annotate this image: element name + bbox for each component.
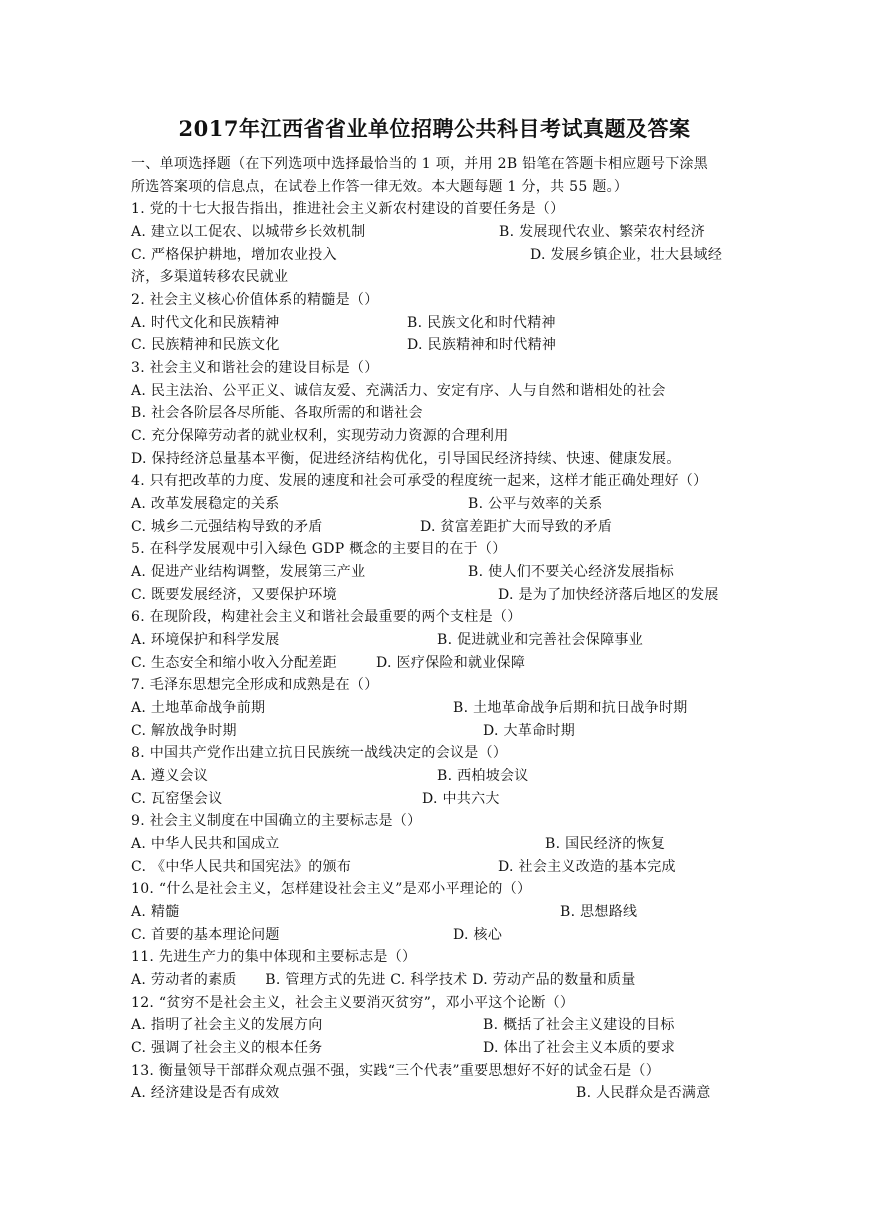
option-a: A. 经济建设是否有成效 bbox=[131, 1085, 280, 1101]
option-a: A. 土地革命战争前期 bbox=[131, 700, 266, 716]
option-b: B. 概括了社会主义建设的目标 bbox=[483, 1017, 675, 1033]
option-c: C. 充分保障劳动者的就业权利，实现劳动力资源的合理利用 bbox=[131, 428, 509, 444]
option-a: A. 遵义会议 bbox=[131, 768, 209, 784]
option-d: D. 核心 bbox=[453, 927, 503, 943]
question-stem: 6. 在现阶段，构建社会主义和谐社会最重要的两个支柱是（） bbox=[131, 609, 522, 625]
option-c: C. 城乡二元强结构导致的矛盾 bbox=[131, 519, 323, 535]
option-c: C. 民族精神和民族文化 bbox=[131, 337, 280, 353]
option-a: A. 时代文化和民族精神 bbox=[131, 315, 280, 331]
option-c: C. 严格保护耕地，增加农业投入 bbox=[131, 247, 337, 263]
question-stem: 3. 社会主义和谐社会的建设目标是（） bbox=[131, 360, 379, 376]
option-c: C. 解放战争时期 bbox=[131, 723, 237, 739]
option-a: A. 改革发展稳定的关系 bbox=[131, 496, 280, 512]
option-b: B. 土地革命战争后期和抗日战争时期 bbox=[453, 700, 688, 716]
option-b: B. 发展现代农业、繁荣农村经济 bbox=[499, 224, 705, 240]
option-d: D. 中共六大 bbox=[422, 791, 500, 807]
option-b: B. 人民群众是否满意 bbox=[576, 1085, 711, 1101]
option-c: C. 强调了社会主义的根本任务 bbox=[131, 1040, 323, 1056]
option-b: B. 使人们不要关心经济发展指标 bbox=[468, 564, 674, 580]
question-stem: 7. 毛泽东思想完全形成和成熟是在（） bbox=[131, 677, 379, 693]
option-d: D. 医疗保险和就业保障 bbox=[376, 655, 526, 671]
intro-line-1: 一、单项选择题（在下列选项中选择最恰当的 1 项，并用 2B 铅笔在答题卡相应题号下涂黑 bbox=[131, 156, 709, 172]
option-d-continued: 济，多渠道转移农民就业 bbox=[131, 269, 289, 285]
options-line: A. 劳动者的素质 B. 管理方式的先进 C. 科学技术 D. 劳动产品的数量和质量 bbox=[131, 972, 636, 988]
option-c: C. 生态安全和缩小收入分配差距 bbox=[131, 655, 337, 671]
option-d: D. 是为了加快经济落后地区的发展 bbox=[498, 587, 719, 603]
option-b: B. 国民经济的恢复 bbox=[545, 836, 666, 852]
option-d: D. 大革命时期 bbox=[483, 723, 576, 739]
option-a: A. 建立以工促农、以城带乡长效机制 bbox=[131, 224, 366, 240]
option-a: A. 指明了社会主义的发展方向 bbox=[131, 1017, 323, 1033]
option-a: A. 精髓 bbox=[131, 904, 180, 920]
option-a: A. 环境保护和科学发展 bbox=[131, 632, 280, 648]
option-b: B. 西柏坡会议 bbox=[437, 768, 529, 784]
option-b: B. 民族文化和时代精神 bbox=[407, 315, 556, 331]
option-d: D. 民族精神和时代精神 bbox=[407, 337, 557, 353]
option-b: B. 社会各阶层各尽所能、各取所需的和谐社会 bbox=[131, 405, 423, 421]
option-b: B. 公平与效率的关系 bbox=[468, 496, 603, 512]
option-d: D. 社会主义改造的基本完成 bbox=[498, 859, 676, 875]
option-d: D. 保持经济总量基本平衡，促进经济结构优化，引导国民经济持续、快速、健康发展。 bbox=[131, 451, 681, 467]
option-a: A. 民主法治、公平正义、诚信友爱、充满活力、安定有序、人与自然和谐相处的社会 bbox=[131, 383, 666, 399]
option-d: D. 发展乡镇企业，壮大县域经 bbox=[530, 247, 723, 263]
option-d: D. 贫富差距扩大而导致的矛盾 bbox=[420, 519, 613, 535]
question-stem: 1. 党的十七大报告指出，推进社会主义新农村建设的首要任务是（） bbox=[131, 201, 565, 217]
question-stem: 13. 衡量领导干部群众观点强不强，实践“三个代表”重要思想好不好的试金石是（） bbox=[131, 1063, 661, 1079]
question-stem: 12. “贫穷不是社会主义，社会主义要消灭贫穷”，邓小平这个论断（） bbox=[131, 995, 575, 1011]
question-stem: 2. 社会主义核心价值体系的精髓是（） bbox=[131, 292, 379, 308]
question-stem: 10. “什么是社会主义，怎样建设社会主义”是邓小平理论的（） bbox=[131, 881, 532, 897]
option-c: C. 《中华人民共和国宪法》的颁布 bbox=[131, 859, 352, 875]
option-b: B. 思想路线 bbox=[560, 904, 638, 920]
option-d: D. 体出了社会主义本质的要求 bbox=[483, 1040, 676, 1056]
question-stem: 5. 在科学发展观中引入绿色 GDP 概念的主要目的在于（） bbox=[131, 541, 507, 557]
option-c: C. 既要发展经济，又要保护环境 bbox=[131, 587, 337, 603]
question-stem: 9. 社会主义制度在中国确立的主要标志是（） bbox=[131, 813, 422, 829]
option-c: C. 首要的基本理论问题 bbox=[131, 927, 280, 943]
question-stem: 11. 先进生产力的集中体现和主要标志是（） bbox=[131, 949, 417, 965]
option-a: A. 促进产业结构调整，发展第三产业 bbox=[131, 564, 366, 580]
question-stem: 8. 中国共产党作出建立抗日民族统一战线决定的会议是（） bbox=[131, 745, 508, 761]
question-stem: 4. 只有把改革的力度、发展的速度和社会可承受的程度统一起来，这样才能正确处理好（） bbox=[131, 473, 708, 489]
page-title: 2017年江西省省业单位招聘公共科目考试真题及答案 bbox=[178, 116, 691, 141]
option-c: C. 瓦窑堡会议 bbox=[131, 791, 223, 807]
option-b: B. 促进就业和完善社会保障事业 bbox=[437, 632, 643, 648]
option-a: A. 中华人民共和国成立 bbox=[131, 836, 280, 852]
intro-line-2: 所选答案项的信息点，在试卷上作答一律无效。本大题每题 1 分，共 55 题。） bbox=[131, 179, 629, 195]
